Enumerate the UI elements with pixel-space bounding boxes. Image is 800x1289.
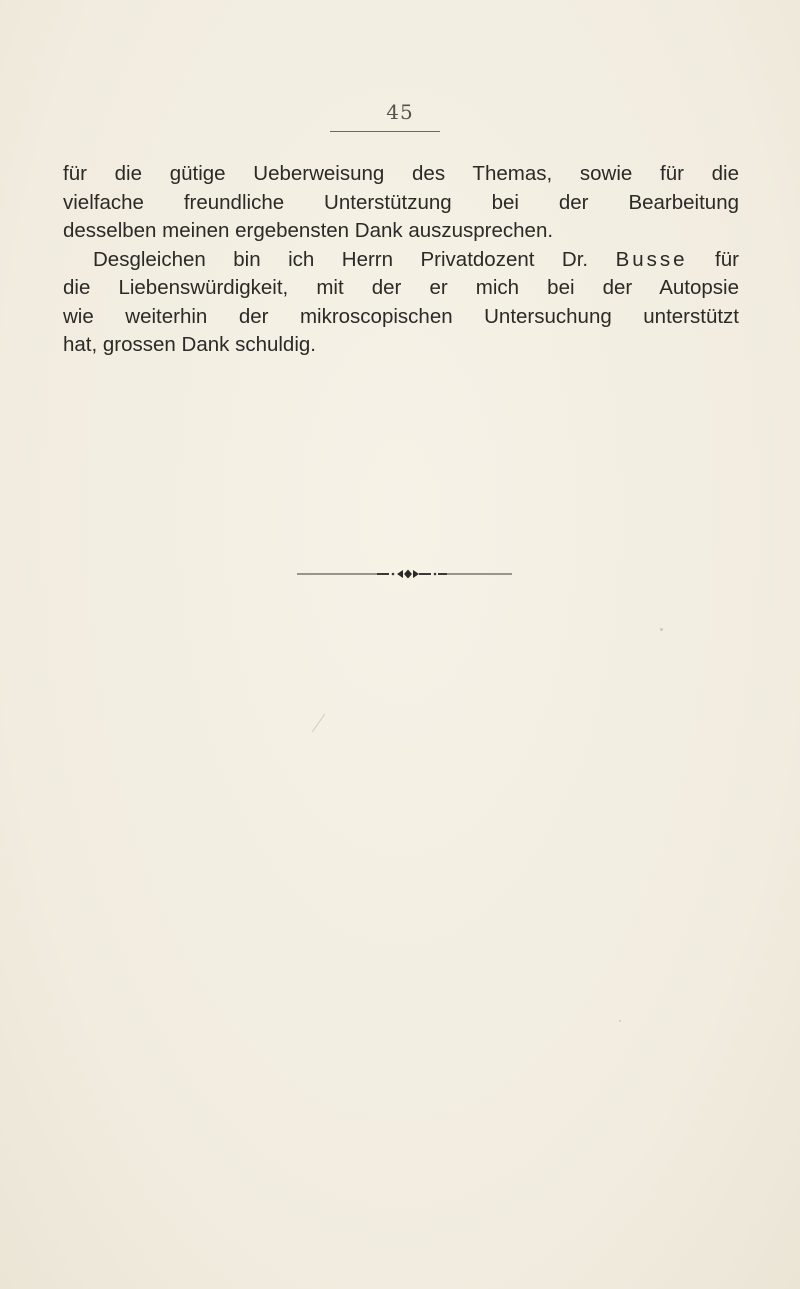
divider-ornament-icon xyxy=(297,566,512,582)
paper-speck xyxy=(619,1020,621,1022)
text-line: die Liebenswürdigkeit, mit der er mich bei der Autopsie xyxy=(63,276,739,299)
text-segment: Desgleichen bin ich Herrn Privatdozent Dr. xyxy=(93,247,589,271)
text-line: hat, grossen Dank schuldig. xyxy=(63,333,316,356)
text-segment: für xyxy=(715,247,739,271)
text-line: desselben meinen ergebensten Dank auszusprechen. xyxy=(63,219,554,242)
text-line xyxy=(63,246,739,275)
body-text xyxy=(63,160,739,360)
page-number: 45 xyxy=(386,100,414,124)
text-line: wie weiterhin der mikroscopischen Untersuchung unterstützt xyxy=(63,304,739,328)
person-name: Busse xyxy=(615,247,688,271)
text-line: vielfache freundliche Unterstützung bei der Bearbeitung xyxy=(63,190,739,214)
text-line: für die gütige Ueberweisung des Themas, sowie für die xyxy=(63,162,739,185)
paper-speck xyxy=(660,628,663,631)
paper-speck xyxy=(312,714,325,733)
page-number-rule xyxy=(330,131,440,132)
